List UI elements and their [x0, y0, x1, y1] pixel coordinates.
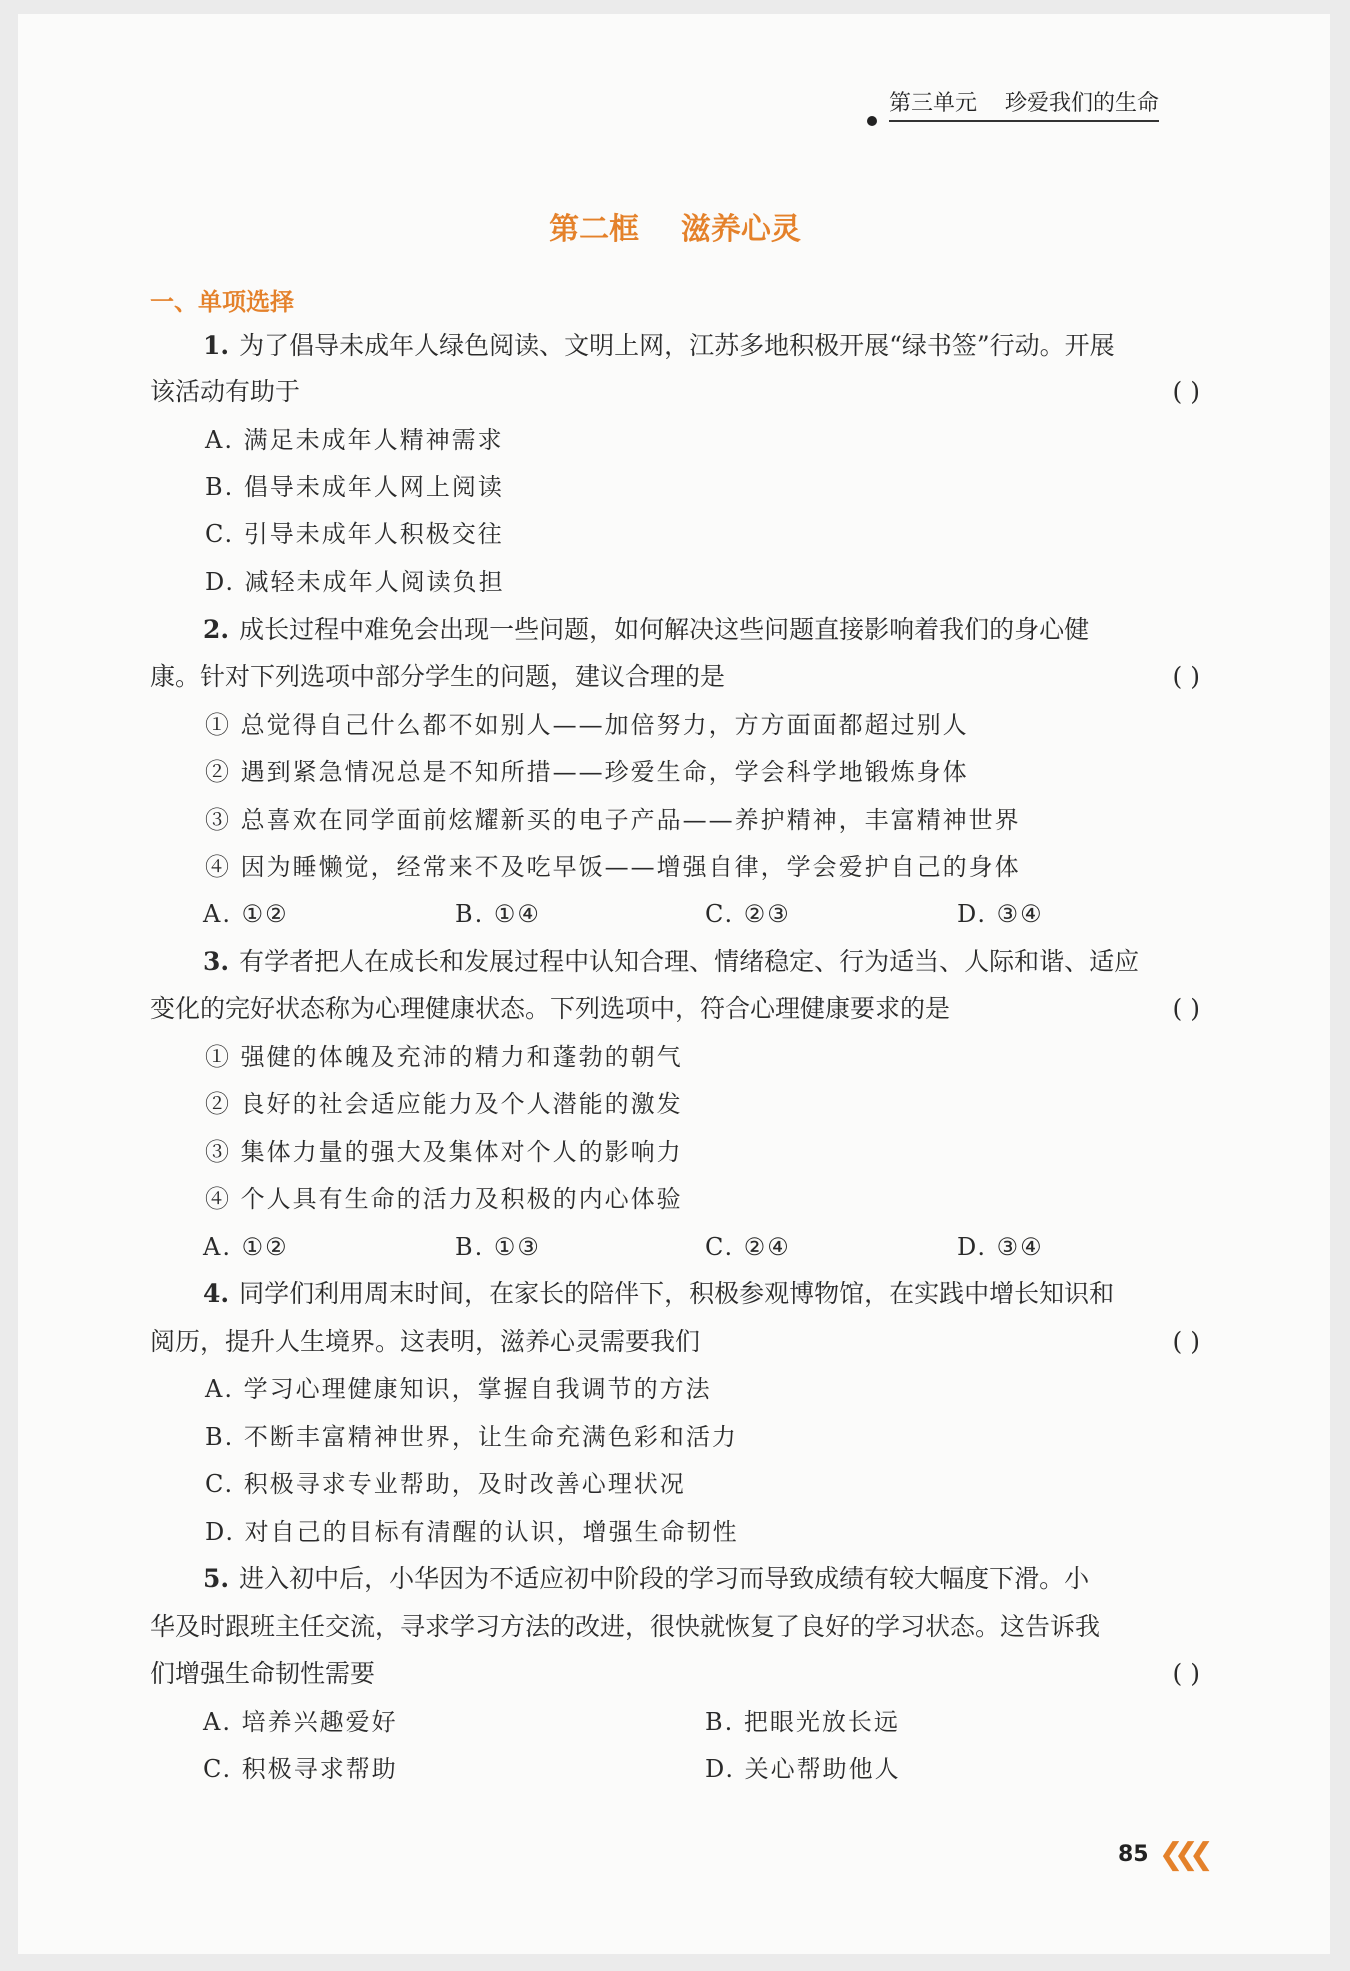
q3-number: 3. — [203, 947, 230, 976]
q3-option-b: B. ①③ — [455, 1233, 541, 1261]
q4-option-d: D. 对自己的目标有清醒的认识，增强生命韧性 — [205, 1518, 739, 1546]
q4-option-b: B. 不断丰富精神世界，让生命充满色彩和活力 — [205, 1423, 738, 1451]
q5-options-row2 — [150, 1749, 1200, 1789]
q1-stem-line2 — [150, 372, 1200, 412]
q5-option-d: D. 关心帮助他人 — [705, 1755, 901, 1783]
q5-option-a: A. 培养兴趣爱好 — [203, 1708, 398, 1736]
q4-answer-blank[interactable]: ( ) — [1172, 1327, 1200, 1356]
q2-item-3: ③ 总喜欢在同学面前炫耀新买的电子产品——养护精神，丰富精神世界 — [205, 806, 1021, 834]
q2-options-row — [150, 894, 1200, 934]
q3-stem-text2: 变化的完好状态称为心理健康状态。下列选项中，符合心理健康要求的是 — [150, 994, 951, 1023]
q3-item-2: ② 良好的社会适应能力及个人潜能的激发 — [205, 1090, 683, 1118]
q1-option-c: C. 引导未成年人积极交往 — [205, 520, 504, 548]
q1-stem-line1 — [203, 326, 1200, 366]
q1-stem-text1: 为了倡导未成年人绿色阅读、文明上网，江苏多地积极开展“绿书签”行动。开展 — [239, 331, 1115, 360]
q3-item-4: ④ 个人具有生命的活力及积极的内心体验 — [205, 1185, 683, 1213]
q3-option-d: D. ③④ — [957, 1233, 1044, 1261]
q1-option-d: D. 减轻未成年人阅读负担 — [205, 568, 505, 596]
q4-stem-line1 — [203, 1274, 1200, 1314]
q1-option-a: A. 满足未成年人精神需求 — [205, 426, 504, 454]
q5-stem-line3 — [150, 1654, 1200, 1694]
q1-answer-blank[interactable]: ( ) — [1172, 377, 1200, 406]
q5-stem-line1 — [203, 1559, 1200, 1599]
q5-stem-text2: 华及时跟班主任交流，寻求学习方法的改进，很快就恢复了良好的学习状态。这告诉我 — [150, 1612, 1101, 1641]
q4-option-c: C. 积极寻求专业帮助，及时改善心理状况 — [205, 1470, 686, 1498]
q2-option-c: C. ②③ — [705, 900, 791, 928]
q3-item-1: ① 强健的体魄及充沛的精力和蓬勃的朝气 — [205, 1043, 683, 1071]
q4-option-a: A. 学习心理健康知识，掌握自我调节的方法 — [205, 1375, 712, 1403]
q5-options-row1 — [150, 1702, 1200, 1742]
q2-answer-blank[interactable]: ( ) — [1172, 662, 1200, 691]
q4-stem-text2: 阅历，提升人生境界。这表明，滋养心灵需要我们 — [150, 1327, 701, 1356]
q2-option-d: D. ③④ — [957, 900, 1044, 928]
q4-number: 4. — [203, 1279, 230, 1308]
unit-title: 第三单元 珍爱我们的生命 — [889, 86, 1159, 122]
q2-item-4: ④ 因为睡懒觉，经常来不及吃早饭——增强自律，学会爱护自己的身体 — [205, 853, 1021, 881]
q3-stem-line2 — [150, 989, 1200, 1029]
lesson-title: 第二框 滋养心灵 — [549, 212, 801, 247]
q3-options-row — [150, 1227, 1200, 1267]
q2-number: 2. — [203, 615, 230, 644]
q3-option-c: C. ②④ — [705, 1233, 791, 1261]
page-number: 85 — [1118, 1842, 1149, 1867]
q2-stem-line1 — [203, 610, 1200, 650]
q5-stem-text3: 们增强生命韧性需要 — [150, 1659, 376, 1688]
section-heading: 一、单项选择 — [150, 288, 294, 316]
q3-answer-blank[interactable]: ( ) — [1172, 994, 1200, 1023]
q5-option-b: B. 把眼光放长远 — [705, 1708, 900, 1736]
header-bullet — [867, 116, 877, 126]
q4-stem-text1: 同学们利用周末时间，在家长的陪伴下，积极参观博物馆，在实践中增长知识和 — [239, 1279, 1115, 1308]
q2-item-1: ① 总觉得自己什么都不如别人——加倍努力，方方面面都超过别人 — [205, 711, 969, 739]
q2-stem-text1: 成长过程中难免会出现一些问题，如何解决这些问题直接影响着我们的身心健 — [239, 615, 1090, 644]
q2-item-2: ② 遇到紧急情况总是不知所措——珍爱生命，学会科学地锻炼身体 — [205, 758, 969, 786]
running-header — [867, 86, 1159, 122]
q3-stem-line1 — [203, 942, 1200, 982]
q2-option-b: B. ①④ — [455, 900, 541, 928]
q1-number: 1. — [203, 331, 230, 360]
q2-stem-line2 — [150, 657, 1200, 697]
q5-number: 5. — [203, 1564, 230, 1593]
q5-option-c: C. 积极寻求帮助 — [203, 1755, 398, 1783]
q1-option-b: B. 倡导未成年人网上阅读 — [205, 473, 504, 501]
q3-stem-text1: 有学者把人在成长和发展过程中认知合理、情绪稳定、行为适当、人际和谐、适应 — [239, 947, 1140, 976]
q3-option-a: A. ①② — [203, 1233, 289, 1261]
q3-item-3: ③ 集体力量的强大及集体对个人的影响力 — [205, 1138, 683, 1166]
q5-stem-text1: 进入初中后，小华因为不适应初中阶段的学习而导致成绩有较大幅度下滑。小 — [239, 1564, 1090, 1593]
q2-stem-text2: 康。针对下列选项中部分学生的问题，建议合理的是 — [150, 662, 726, 691]
q4-stem-line2 — [150, 1322, 1200, 1362]
q5-answer-blank[interactable]: ( ) — [1172, 1659, 1200, 1688]
chevron-left-icon: ❮❮❮ — [1158, 1837, 1205, 1872]
page-footer — [1118, 1837, 1204, 1872]
q1-stem-text2: 该活动有助于 — [150, 377, 301, 406]
q2-option-a: A. ①② — [203, 900, 289, 928]
q5-stem-line2 — [150, 1607, 1200, 1647]
